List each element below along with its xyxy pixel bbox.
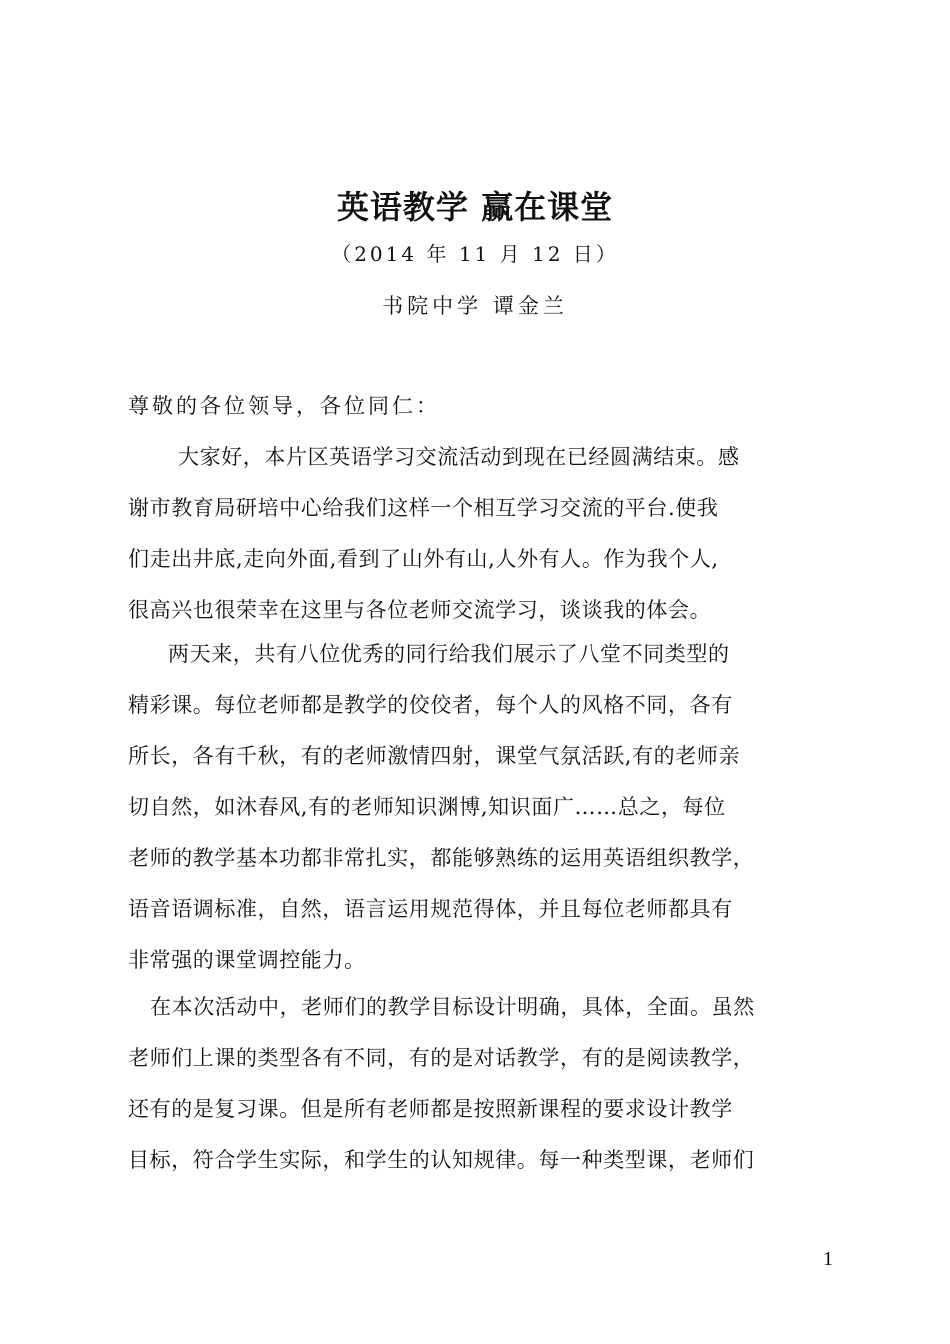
document-date: （2014 年 11 月 12 日） bbox=[331, 242, 619, 266]
body-line: 老师们上课的类型各有不同，有的是对话教学，有的是阅读教学， bbox=[128, 1046, 755, 1070]
body-line: 还有的是复习课。但是所有老师都是按照新课程的要求设计教学 bbox=[128, 1097, 733, 1121]
body-line: 谢市教育局研培中心给我们这样一个相互学习交流的平台.使我 bbox=[128, 496, 719, 520]
page-number: 1 bbox=[823, 1248, 833, 1270]
body-line: 精彩课。每位老师都是教学的佼佼者，每个人的风格不同，各有 bbox=[128, 693, 733, 717]
salutation: 尊敬的各位领导，各位同仁： bbox=[128, 394, 440, 418]
body-line: 切自然，如沐春风,有的老师知识渊博,知识面广……总之，每位 bbox=[128, 795, 726, 819]
body-line: 两天来，共有八位优秀的同行给我们展示了八堂不同类型的 bbox=[168, 642, 730, 666]
body-line: 们走出井底,走向外面,看到了山外有山,人外有人。作为我个人, bbox=[128, 547, 719, 571]
body-line: 很高兴也很荣幸在这里与各位老师交流学习，谈谈我的体会。 bbox=[128, 598, 712, 622]
document-author: 书院中学 谭金兰 bbox=[382, 294, 568, 318]
body-line: 在本次活动中，老师们的教学目标设计明确，具体，全面。虽然 bbox=[150, 995, 755, 1019]
body-line: 非常强的课堂调控能力。 bbox=[128, 948, 366, 972]
body-line: 老师的教学基本功都非常扎实，都能够熟练的运用英语组织教学， bbox=[128, 846, 755, 870]
body-line: 所长，各有千秋，有的老师激情四射，课堂气氛活跃,有的老师亲 bbox=[128, 744, 741, 768]
body-line: 语音语调标准，自然，语言运用规范得体，并且每位老师都具有 bbox=[128, 897, 733, 921]
document-title: 英语教学 赢在课堂 bbox=[336, 188, 614, 226]
body-line: 目标，符合学生实际，和学生的认知规律。每一种类型课，老师们 bbox=[128, 1148, 755, 1172]
body-line: 大家好，本片区英语学习交流活动到现在已经圆满结束。感 bbox=[178, 445, 740, 469]
